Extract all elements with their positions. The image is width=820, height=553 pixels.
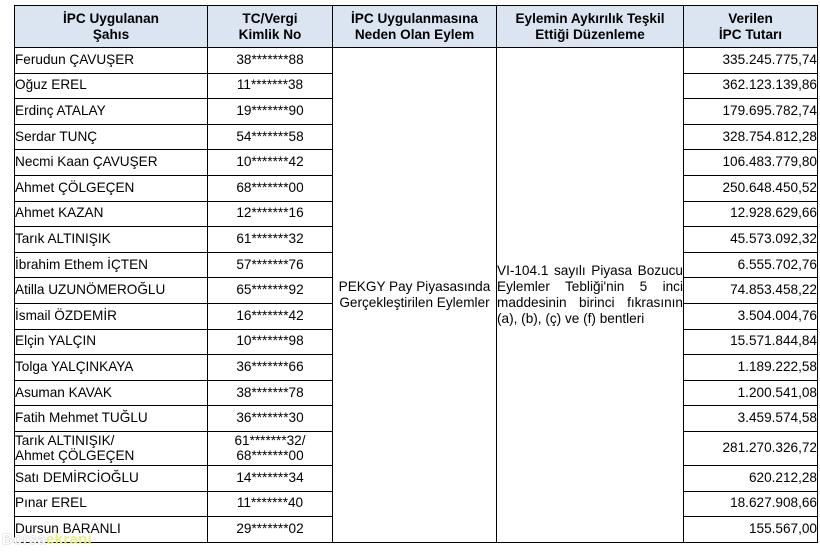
tax-id: 38*******78 bbox=[208, 380, 333, 406]
penalty-amount: 15.571.844,84 bbox=[684, 329, 818, 355]
tax-id: 11*******38 bbox=[208, 73, 333, 99]
tax-id: 65*******92 bbox=[208, 278, 333, 304]
penalty-amount: 3.504.004,76 bbox=[684, 303, 818, 329]
person-name: Atilla UZUNÖMEROĞLU bbox=[15, 278, 208, 304]
header-regulation: Eylemin Aykırılık Teşkil Ettiği Düzenleme bbox=[497, 6, 684, 48]
header-amount: Verilen İPC Tutarı bbox=[684, 6, 818, 48]
header-action: İPC Uygulanmasına Neden Olan Eylem bbox=[333, 6, 497, 48]
tax-id: 54*******58 bbox=[208, 124, 333, 150]
tax-id: 19*******90 bbox=[208, 99, 333, 125]
tax-id: 36*******66 bbox=[208, 355, 333, 381]
penalty-amount: 250.648.450,52 bbox=[684, 175, 818, 201]
header-row bbox=[15, 6, 818, 48]
tax-id: 38*******88 bbox=[208, 48, 333, 74]
penalty-amount: 6.555.702,76 bbox=[684, 252, 818, 278]
tax-id: 10*******42 bbox=[208, 150, 333, 176]
person-name: Dursun BARANLI bbox=[15, 517, 208, 543]
table-row bbox=[15, 48, 818, 74]
watermark-logo: Borsaekranı bbox=[2, 531, 93, 548]
person-name: Serdar TUNÇ bbox=[15, 124, 208, 150]
tax-id: 29*******02 bbox=[208, 517, 333, 543]
penalty-amount: 12.928.629,66 bbox=[684, 201, 818, 227]
penalty-amount: 281.270.326,72 bbox=[684, 431, 818, 465]
penalty-amount: 1.189.222,58 bbox=[684, 355, 818, 381]
tax-id: 68*******00 bbox=[208, 175, 333, 201]
tax-id: 11*******40 bbox=[208, 491, 333, 517]
penalty-amount: 106.483.779,80 bbox=[684, 150, 818, 176]
person-name: İsmail ÖZDEMİR bbox=[15, 303, 208, 329]
person-name: Elçin YALÇIN bbox=[15, 329, 208, 355]
person-name: Fatih Mehmet TUĞLU bbox=[15, 406, 208, 432]
tax-id: 36*******30 bbox=[208, 406, 333, 432]
penalty-amount: 18.627.908,66 bbox=[684, 491, 818, 517]
person-name: Ahmet KAZAN bbox=[15, 201, 208, 227]
penalty-amount: 335.245.775,74 bbox=[684, 48, 818, 74]
penalty-amount: 3.459.574,58 bbox=[684, 406, 818, 432]
tax-id: 16*******42 bbox=[208, 303, 333, 329]
person-name: Satı DEMİRCİOĞLU bbox=[15, 465, 208, 491]
person-name: Ferudun ÇAVUŞER bbox=[15, 48, 208, 74]
tax-id: 61*******32/ 68*******00 bbox=[208, 431, 333, 465]
person-name: Asuman KAVAK bbox=[15, 380, 208, 406]
person-name: Tolga YALÇINKAYA bbox=[15, 355, 208, 381]
person-name: Erdinç ATALAY bbox=[15, 99, 208, 125]
penalty-amount: 362.123.139,86 bbox=[684, 73, 818, 99]
person-name: Tarık ALTINIŞIK/ Ahmet ÇÖLGEÇEN bbox=[15, 431, 208, 465]
tax-id: 12*******16 bbox=[208, 201, 333, 227]
person-name: Tarık ALTINIŞIK bbox=[15, 227, 208, 253]
person-name: Pınar EREL bbox=[15, 491, 208, 517]
penalty-amount: 1.200.541,08 bbox=[684, 380, 818, 406]
person-name: Ahmet ÇÖLGEÇEN bbox=[15, 175, 208, 201]
action-cell: PEKGY Pay Piyasasında Gerçekleştirilen Eylemler bbox=[333, 48, 497, 543]
penalty-amount: 328.754.812,28 bbox=[684, 124, 818, 150]
person-name: Necmi Kaan ÇAVUŞER bbox=[15, 150, 208, 176]
penalty-amount: 179.695.782,74 bbox=[684, 99, 818, 125]
ipc-table bbox=[14, 5, 818, 543]
tax-id: 10*******98 bbox=[208, 329, 333, 355]
tax-id: 61*******32 bbox=[208, 227, 333, 253]
penalty-amount: 155.567,00 bbox=[684, 517, 818, 543]
person-name: İbrahim Ethem İÇTEN bbox=[15, 252, 208, 278]
penalty-amount: 74.853.458,22 bbox=[684, 278, 818, 304]
regulation-cell: VI-104.1 sayılı Piyasa Bozucu Eylemler Tebliği'nin 5 inci maddesinin birinci fıkrasının (a), (b), (ç) ve (f) bentleri bbox=[497, 48, 684, 543]
penalty-amount: 45.573.092,32 bbox=[684, 227, 818, 253]
tax-id: 14*******34 bbox=[208, 465, 333, 491]
person-name: Oğuz EREL bbox=[15, 73, 208, 99]
penalty-amount: 620.212,28 bbox=[684, 465, 818, 491]
tax-id: 57*******76 bbox=[208, 252, 333, 278]
header-id: TC/Vergi Kimlik No bbox=[208, 6, 333, 48]
header-person: İPC Uygulanan Şahıs bbox=[15, 6, 208, 48]
